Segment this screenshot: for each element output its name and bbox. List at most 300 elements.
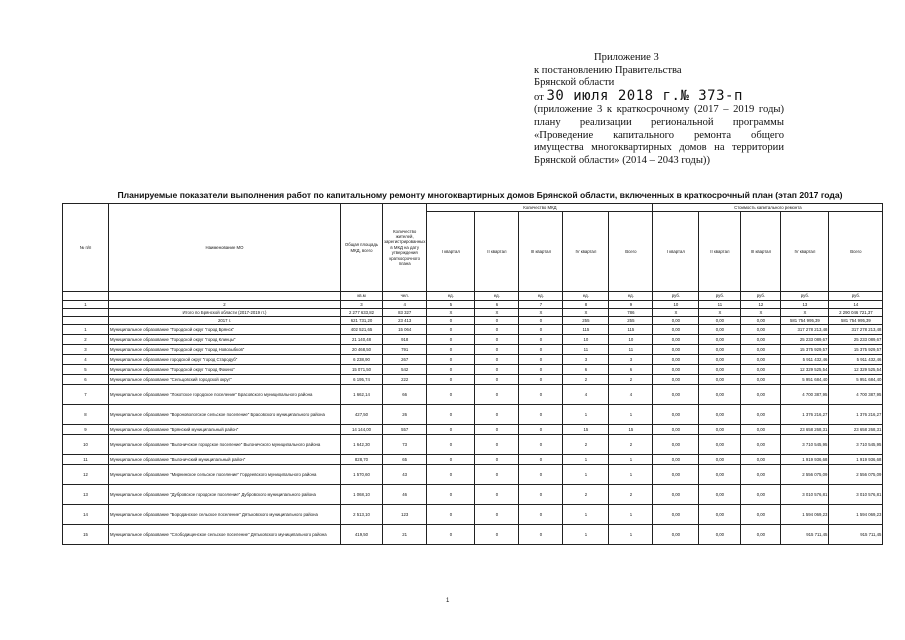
table-row [63, 505, 883, 525]
row-cell: 0,00 [653, 345, 699, 355]
row-cell: 0 [427, 435, 475, 455]
units-cell-blank [63, 292, 109, 301]
row-cell: 5 951 684,40 [781, 375, 829, 385]
row-cell: 2 [609, 375, 653, 385]
row-cell: 0,00 [699, 505, 741, 525]
row-number: 6 [63, 375, 109, 385]
row-cell: 0 [519, 525, 563, 545]
row-cell: 0,00 [699, 385, 741, 405]
row-mo-name: Муниципальное образование "Локотское городское поселение" Брасовского муниципального района [109, 385, 341, 405]
unit-cell: руб. [781, 292, 829, 301]
row-mo-name: Муниципальное образование "Выгоничское городское поселение" Выгоничского муниципального района [109, 435, 341, 455]
table-row [63, 355, 883, 365]
row-cell: 3 010 576,81 [781, 485, 829, 505]
annex-line-2: Брянской области [534, 77, 615, 89]
row-cell: 828,70 [341, 455, 383, 465]
summary-cell: X [563, 309, 609, 317]
annex-block [534, 52, 784, 167]
row-mo-name: Муниципальное образование "Городской округ "город Фокино" [109, 365, 341, 375]
row-cell: 317 278 213,48 [829, 325, 883, 335]
row-cell: 23 658 268,31 [829, 425, 883, 435]
row-cell: 0,00 [699, 365, 741, 375]
row-number: 15 [63, 525, 109, 545]
summary-label: 2017 г. [109, 317, 341, 325]
row-cell: 427,50 [341, 405, 383, 425]
row-cell: 0 [519, 405, 563, 425]
row-mo-name: Муниципальное образование "Мирнинское сельское поселение" Гордеевского муниципального района [109, 465, 341, 485]
table-row [63, 485, 883, 505]
row-cell: 0,00 [741, 435, 781, 455]
row-cell: 1 570,60 [341, 465, 383, 485]
row-cell: 4 [563, 385, 609, 405]
header-count-q1: I квартал [427, 212, 475, 292]
row-number: 2 [63, 335, 109, 345]
row-cell: 0,00 [699, 465, 741, 485]
row-cell: 0 [427, 455, 475, 465]
row-cell: 3 010 576,81 [829, 485, 883, 505]
col-number: 3 [341, 301, 383, 309]
row-cell: 0 [475, 505, 519, 525]
row-cell: 115 [563, 325, 609, 335]
row-cell: 2 556 075,09 [829, 465, 883, 485]
row-cell: 123 [383, 505, 427, 525]
col-number: 14 [829, 301, 883, 309]
row-cell: 73 [383, 435, 427, 455]
row-cell: 1 [609, 465, 653, 485]
table-row [63, 335, 883, 345]
row-cell: 222 [383, 375, 427, 385]
annex-title: Приложение 3 [594, 52, 659, 63]
summary-cell: 581 754 995,39 [829, 317, 883, 325]
row-cell: 6 238,90 [341, 355, 383, 365]
units-cell-blank [109, 292, 341, 301]
row-cell: 0,00 [699, 525, 741, 545]
units-row [63, 292, 883, 301]
table-row [63, 465, 883, 485]
annex-date [534, 87, 784, 105]
row-cell: 0,00 [741, 325, 781, 335]
row-cell: 0,00 [741, 365, 781, 375]
row-cell: 3 710 545,95 [781, 435, 829, 455]
row-cell: 2 [563, 435, 609, 455]
row-mo-name: Муниципальное образование городской округ "город Стародуб" [109, 355, 341, 365]
row-cell: 1 [563, 405, 609, 425]
row-cell: 317 278 213,48 [781, 325, 829, 335]
row-cell: 4 700 387,95 [829, 385, 883, 405]
summary-row [63, 317, 883, 325]
table-row [63, 365, 883, 375]
row-cell: 0 [475, 435, 519, 455]
row-cell: 542 [383, 365, 427, 375]
header-name: Наименование МО [109, 204, 341, 292]
row-cell: 1 068,10 [341, 485, 383, 505]
summary-cell: X [519, 309, 563, 317]
col-number: 9 [609, 301, 653, 309]
row-mo-name: Муниципальное образование "Бороданское сельское поселение" Дятьковского муниципального района [109, 505, 341, 525]
header-cost-q2: II квартал [699, 212, 741, 292]
row-cell: 0 [475, 335, 519, 345]
row-cell: 0,00 [653, 325, 699, 335]
summary-cell: 83 327 [383, 309, 427, 317]
row-cell: 0,00 [741, 345, 781, 355]
row-cell: 11 [563, 345, 609, 355]
row-cell: 0,00 [653, 425, 699, 435]
unit-cell: ед. [427, 292, 475, 301]
row-cell: 0 [519, 335, 563, 345]
row-cell: 1 594 069,23 [829, 505, 883, 525]
page-number: 1 [446, 598, 450, 604]
row-mo-name: Муниципальное образование "Вороновологское сельское поселение" Брасовского муниципального района [109, 405, 341, 425]
header-cost-total: Всего [829, 212, 883, 292]
col-number: 1 [63, 301, 109, 309]
row-cell: 0,00 [653, 375, 699, 385]
row-cell: 21 140,48 [341, 335, 383, 345]
unit-cell: ед. [563, 292, 609, 301]
row-cell: 23 658 268,31 [781, 425, 829, 435]
row-cell: 2 513,10 [341, 505, 383, 525]
row-cell: 0 [475, 455, 519, 465]
row-cell: 0,00 [653, 505, 699, 525]
summary-cell: X [741, 309, 781, 317]
row-number: 9 [63, 425, 109, 435]
row-cell: 0 [475, 425, 519, 435]
row-cell: 0 [427, 425, 475, 435]
table-row [63, 525, 883, 545]
row-cell: 0,00 [653, 335, 699, 345]
row-cell: 0 [475, 385, 519, 405]
row-cell: 0,00 [741, 425, 781, 435]
col-number: 4 [383, 301, 427, 309]
row-cell: 0 [427, 335, 475, 345]
row-number: 11 [63, 455, 109, 465]
row-cell: 6 195,74 [341, 375, 383, 385]
col-number: 10 [653, 301, 699, 309]
row-cell: 0 [475, 405, 519, 425]
row-cell: 1 594 069,23 [781, 505, 829, 525]
row-cell: 65 [383, 455, 427, 465]
row-cell: 0,00 [741, 485, 781, 505]
row-cell: 0,00 [653, 365, 699, 375]
row-cell: 3 [563, 355, 609, 365]
row-cell: 0,00 [741, 405, 781, 425]
table-title: Планируемые показатели выполнения работ по капитальному ремонту многоквартирных домов Брянской области, включенных в краткосрочный план (этап 2017 года) [117, 190, 843, 200]
header-count-q4: IV квартал [563, 212, 609, 292]
row-cell: 4 [609, 385, 653, 405]
unit-cell: чел. [383, 292, 427, 301]
row-cell: 0,00 [741, 505, 781, 525]
col-number: 6 [475, 301, 519, 309]
annex-line-1: к постановлению Правительства [534, 64, 682, 76]
row-cell: 0 [519, 425, 563, 435]
row-cell: 3 [609, 355, 653, 365]
row-cell: 402 521,65 [341, 325, 383, 335]
summary-cell: 621 731,20 [341, 317, 383, 325]
row-cell: 15 [563, 425, 609, 435]
row-cell: 915 711,45 [829, 525, 883, 545]
row-cell: 1 376 216,27 [829, 405, 883, 425]
row-cell: 0 [519, 325, 563, 335]
row-cell: 15 071,50 [341, 365, 383, 375]
row-cell: 1 [563, 525, 609, 545]
summary-cell: X [699, 309, 741, 317]
row-cell: 2 [563, 375, 609, 385]
row-cell: 0,00 [741, 455, 781, 465]
row-number: 13 [63, 485, 109, 505]
data-rows [63, 325, 883, 545]
row-cell: 2 [563, 485, 609, 505]
row-cell: 0,00 [653, 355, 699, 365]
row-cell: 0 [475, 525, 519, 545]
row-cell: 0 [427, 485, 475, 505]
row-cell: 1 642,30 [341, 435, 383, 455]
summary-cell: 0 [519, 317, 563, 325]
row-cell: 0,00 [699, 345, 741, 355]
row-cell: 0 [519, 385, 563, 405]
annex-date-value: 30 июля 2018 г.№ 373-п [546, 87, 743, 104]
row-number: 8 [63, 405, 109, 425]
unit-cell: руб. [829, 292, 883, 301]
row-mo-name: Муниципальное образование "Городской округ "город Новозыбков" [109, 345, 341, 355]
row-cell: 0,00 [741, 385, 781, 405]
row-cell: 0,00 [699, 325, 741, 335]
row-cell: 267 [383, 355, 427, 365]
row-cell: 557 [383, 425, 427, 435]
summary-cell: X [653, 309, 699, 317]
header-num: № п/п [63, 204, 109, 292]
row-cell: 419,50 [341, 525, 383, 545]
unit-cell: ед. [475, 292, 519, 301]
row-cell: 0,00 [699, 435, 741, 455]
row-cell: 0 [519, 505, 563, 525]
summary-cell: 255 [563, 317, 609, 325]
row-cell: 115 [609, 325, 653, 335]
header-area: Общая площадь МКД, всего [341, 204, 383, 292]
row-number: 1 [63, 325, 109, 335]
row-number: 3 [63, 345, 109, 355]
row-cell: 0 [519, 465, 563, 485]
summary-num-cell [63, 317, 109, 325]
row-cell: 25 233 089,67 [829, 335, 883, 345]
row-cell: 0 [475, 375, 519, 385]
summary-cell: 786 [609, 309, 653, 317]
row-cell: 6 [563, 365, 609, 375]
row-cell: 2 556 075,09 [781, 465, 829, 485]
summary-cell: 255 [609, 317, 653, 325]
row-cell: 0 [475, 325, 519, 335]
header-count-q3: III квартал [519, 212, 563, 292]
row-cell: 2 [609, 435, 653, 455]
row-cell: 0,00 [699, 355, 741, 365]
row-cell: 10 [609, 335, 653, 345]
annex-date-prefix: от [534, 91, 544, 103]
summary-cell: 0,00 [653, 317, 699, 325]
table-row [63, 455, 883, 465]
header-count-total: Всего [609, 212, 653, 292]
header-cost-q4: IV квартал [781, 212, 829, 292]
row-cell: 0,00 [653, 385, 699, 405]
row-cell: 0 [519, 345, 563, 355]
row-cell: 0,00 [653, 455, 699, 465]
row-mo-name: Муниципальное образование "Выгоничский муниципальный район" [109, 455, 341, 465]
row-cell: 915 711,45 [781, 525, 829, 545]
row-cell: 1 376 216,27 [781, 405, 829, 425]
row-number: 12 [63, 465, 109, 485]
row-cell: 0,00 [699, 405, 741, 425]
table-row [63, 435, 883, 455]
row-cell: 0,00 [741, 375, 781, 385]
header-cost-group: Стоимость капитального ремонта [653, 204, 883, 212]
row-cell: 1 [609, 525, 653, 545]
row-cell: 0 [427, 385, 475, 405]
table-row [63, 385, 883, 405]
row-cell: 0,00 [653, 465, 699, 485]
row-number: 7 [63, 385, 109, 405]
col-number: 7 [519, 301, 563, 309]
summary-cell: X [427, 309, 475, 317]
summary-cell: X [781, 309, 829, 317]
summary-num-cell [63, 309, 109, 317]
header-residents: Количество жителей, зарегистрированных в МКД на дату утверждения краткосрочного плана [383, 204, 427, 292]
row-cell: 10 [563, 335, 609, 345]
table-row [63, 345, 883, 355]
summary-cell: 0,00 [741, 317, 781, 325]
row-cell: 1 [609, 505, 653, 525]
row-cell: 1 [563, 505, 609, 525]
row-cell: 0 [519, 485, 563, 505]
row-cell: 0 [475, 365, 519, 375]
header-count-q2: II квартал [475, 212, 519, 292]
row-number: 10 [63, 435, 109, 455]
row-cell: 0 [519, 355, 563, 365]
row-cell: 0,00 [699, 375, 741, 385]
col-number: 12 [741, 301, 781, 309]
row-cell: 15 064 [383, 325, 427, 335]
row-mo-name: Муниципальное образование "Слободищенское сельское поселение" Дятьковского муниципального района [109, 525, 341, 545]
row-cell: 0 [475, 485, 519, 505]
header-cost-q3: III квартал [741, 212, 781, 292]
row-cell: 1 662,14 [341, 385, 383, 405]
row-cell: 1 [563, 455, 609, 465]
row-cell: 918 [383, 335, 427, 345]
header-cost-q1: I квартал [653, 212, 699, 292]
col-number: 13 [781, 301, 829, 309]
row-cell: 0 [427, 465, 475, 485]
row-cell: 0,00 [699, 425, 741, 435]
row-cell: 15 375 929,57 [829, 345, 883, 355]
row-cell: 0 [475, 355, 519, 365]
row-cell: 2 [609, 485, 653, 505]
unit-cell: кв.м [341, 292, 383, 301]
row-cell: 0,00 [741, 355, 781, 365]
row-cell: 3 710 545,95 [829, 435, 883, 455]
row-cell: 0 [427, 525, 475, 545]
row-cell: 0 [427, 325, 475, 335]
row-cell: 26 [383, 405, 427, 425]
summary-rows [63, 309, 883, 325]
row-cell: 0 [427, 355, 475, 365]
row-cell: 0 [519, 365, 563, 375]
row-cell: 0,00 [653, 485, 699, 505]
unit-cell: ед. [519, 292, 563, 301]
col-number: 2 [109, 301, 341, 309]
row-cell: 5 951 684,40 [829, 375, 883, 385]
summary-cell: 0 [427, 317, 475, 325]
row-cell: 1 919 936,68 [829, 455, 883, 465]
row-number: 14 [63, 505, 109, 525]
row-cell: 15 [609, 425, 653, 435]
annex-paragraph: (приложение 3 к краткосрочному (2017 – 2019 годы) плану реализации региональной программы «Проведение капитального ремонта общего имущества многоквартирных домов на территории Брянской области» (2014 – 2043 годы)) [534, 104, 784, 166]
row-cell: 0 [475, 465, 519, 485]
row-cell: 20 468,50 [341, 345, 383, 355]
row-cell: 66 [383, 385, 427, 405]
summary-row [63, 309, 883, 317]
row-cell: 1 919 936,68 [781, 455, 829, 465]
row-cell: 12 329 525,54 [829, 365, 883, 375]
summary-cell: 2 277 633,82 [341, 309, 383, 317]
row-cell: 25 233 089,67 [781, 335, 829, 345]
table-row [63, 375, 883, 385]
summary-cell: 23 413 [383, 317, 427, 325]
summary-label: Итого по Брянской области (2017-2019 гг.) [109, 309, 341, 317]
row-cell: 0,00 [741, 465, 781, 485]
row-mo-name: Муниципальное образование "Сельцовский городской округ" [109, 375, 341, 385]
row-cell: 14 144,00 [341, 425, 383, 435]
row-mo-name: Муниципальное образование "Брянский муниципальный район" [109, 425, 341, 435]
row-cell: 5 911 432,46 [829, 355, 883, 365]
row-cell: 0 [427, 345, 475, 355]
row-cell: 0,00 [699, 335, 741, 345]
row-cell: 0 [427, 405, 475, 425]
table-row [63, 425, 883, 435]
row-cell: 12 329 525,54 [781, 365, 829, 375]
row-cell: 791 [383, 345, 427, 355]
summary-cell: X [475, 309, 519, 317]
row-cell: 0 [519, 375, 563, 385]
col-number: 11 [699, 301, 741, 309]
row-mo-name: Муниципальное образование "Городской округ "город Клинцы" [109, 335, 341, 345]
col-number: 5 [427, 301, 475, 309]
unit-cell: руб. [653, 292, 699, 301]
summary-cell: 581 754 995,39 [781, 317, 829, 325]
row-mo-name: Муниципальное образование "Дубровское городское поселение" Дубровского муниципального района [109, 485, 341, 505]
row-cell: 0 [427, 505, 475, 525]
unit-cell: руб. [699, 292, 741, 301]
row-cell: 0,00 [653, 525, 699, 545]
row-cell: 0 [427, 365, 475, 375]
table-row [63, 405, 883, 425]
row-cell: 21 [383, 525, 427, 545]
row-cell: 15 375 929,57 [781, 345, 829, 355]
works-table [62, 203, 883, 545]
row-cell: 11 [609, 345, 653, 355]
col-number: 8 [563, 301, 609, 309]
row-cell: 0,00 [653, 435, 699, 455]
row-number: 4 [63, 355, 109, 365]
row-mo-name: Муниципальное образование "Городской округ "город Брянск" [109, 325, 341, 335]
summary-cell: 0 [475, 317, 519, 325]
row-cell: 4 700 387,95 [781, 385, 829, 405]
row-cell: 43 [383, 465, 427, 485]
row-cell: 0 [427, 375, 475, 385]
row-cell: 6 [609, 365, 653, 375]
row-cell: 0,00 [741, 525, 781, 545]
row-cell: 0,00 [699, 455, 741, 465]
row-cell: 1 [609, 405, 653, 425]
row-cell: 0 [519, 455, 563, 465]
row-cell: 1 [563, 465, 609, 485]
unit-cell: ед. [609, 292, 653, 301]
row-cell: 1 [609, 455, 653, 465]
